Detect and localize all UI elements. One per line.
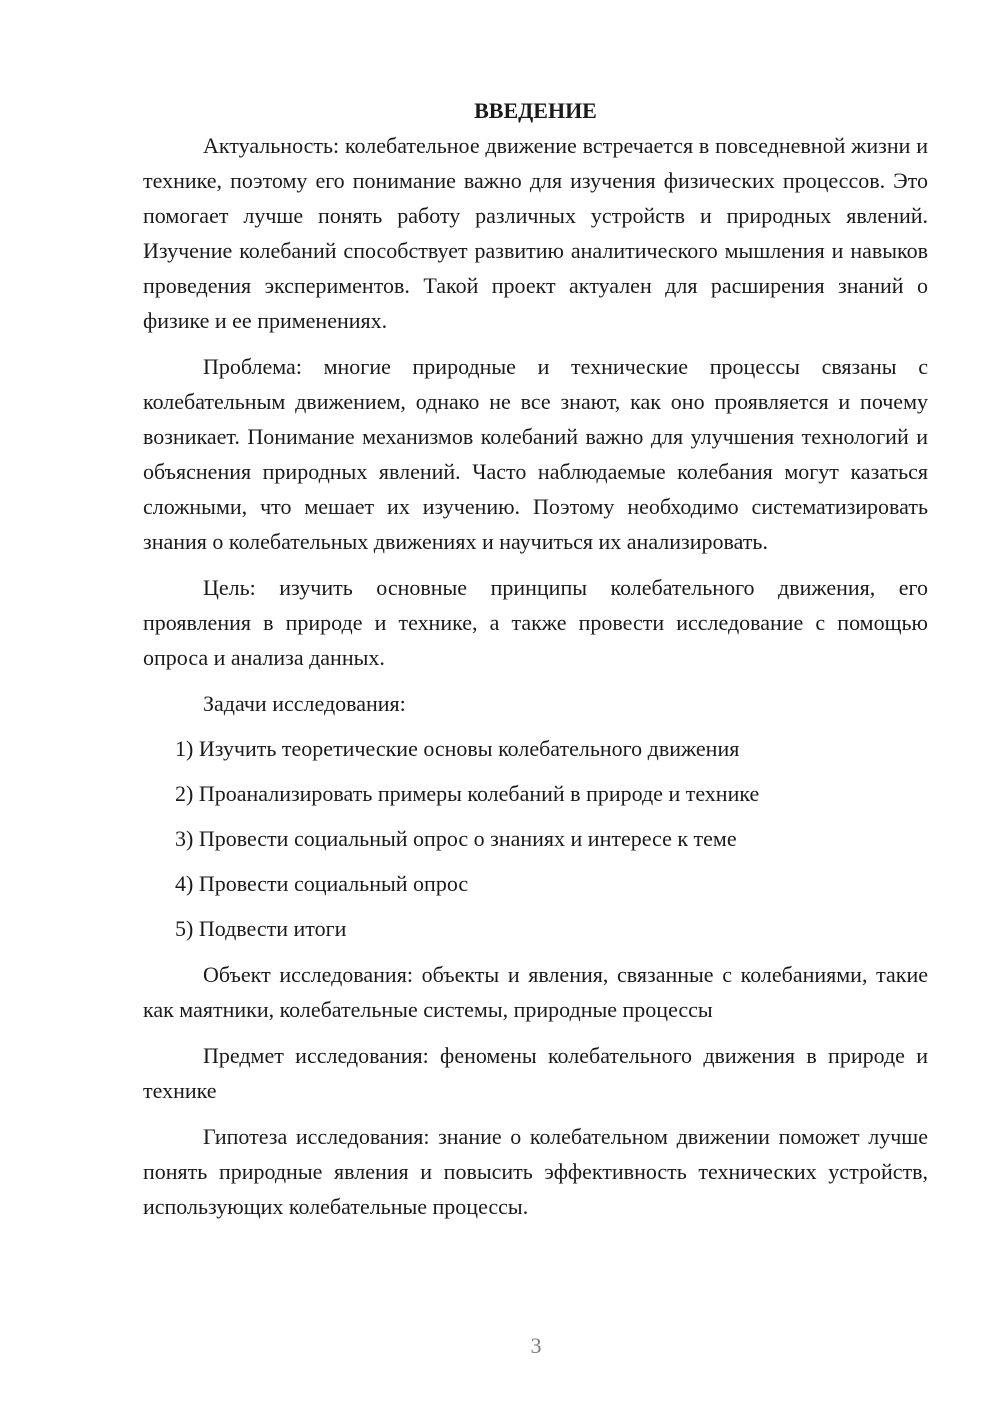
page-heading: ВВЕДЕНИЕ bbox=[474, 98, 597, 123]
task-item: 5) Подвести итоги bbox=[175, 916, 347, 941]
object-paragraph: Объект исследования: объекты и явления, связанные с колебаниями, такие как маятники, колебательные системы, природные процессы bbox=[143, 962, 928, 1022]
goal-paragraph: Цель: изучить основные принципы колебательного движения, его проявления в природе и технике, а также провести исследование с помощью опроса и анализа данных. bbox=[143, 575, 928, 670]
subject-paragraph: Предмет исследования: феномены колебательного движения в природе и технике bbox=[143, 1043, 928, 1103]
task-item: 2) Проанализировать примеры колебаний в природе и технике bbox=[175, 781, 760, 806]
relevance-paragraph: Актуальность: колебательное движение встречается в повседневной жизни и технике, поэтому его понимание важно для изучения физических процессов. Это помогает лучше понять работу различных устройств и природных явлений. Изучение колебаний способствует развитию аналитического мышления и навыков проведения экспериментов. Такой проект актуален для расширения знаний о физике и ее применениях. bbox=[143, 133, 928, 333]
task-item: 4) Провести социальный опрос bbox=[175, 871, 469, 896]
task-item: 1) Изучить теоретические основы колебательного движения bbox=[175, 736, 740, 761]
hypothesis-paragraph: Гипотеза исследования: знание о колебательном движении поможет лучше понять природные явления и повысить эффективность технических устройств, использующих колебательные процессы. bbox=[143, 1124, 928, 1219]
problem-paragraph: Проблема: многие природные и технические процессы связаны с колебательным движением, однако не все знают, как оно проявляется и почему возникает. Понимание механизмов колебаний важно для улучшения технологий и объяснения природных явлений. Часто наблюдаемые колебания могут казаться сложными, что мешает их изучению. Поэтому необходимо систематизировать знания о колебательных движениях и научиться их анализировать. bbox=[143, 354, 928, 554]
task-item: 3) Провести социальный опрос о знаниях и интересе к теме bbox=[175, 826, 737, 851]
tasks-title: Задачи исследования: bbox=[203, 691, 406, 716]
page-number: 3 bbox=[530, 1333, 542, 1358]
document-body bbox=[143, 93, 928, 1224]
